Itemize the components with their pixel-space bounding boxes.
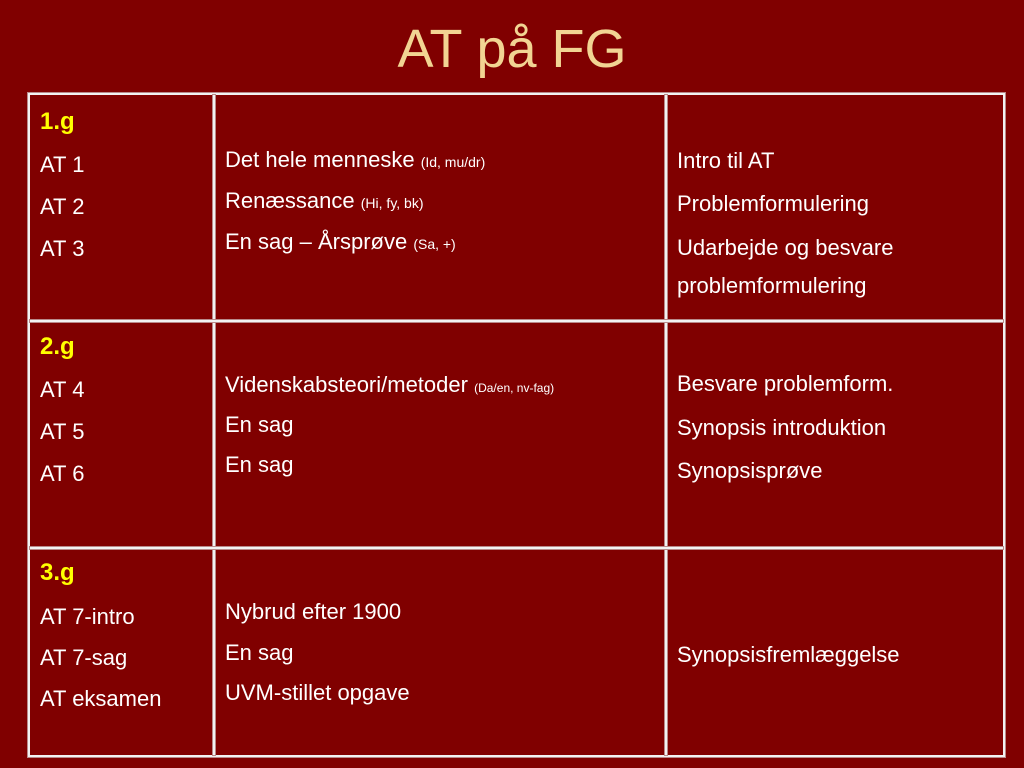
theme-text: En sag (225, 640, 294, 665)
theme-text: UVM-stillet opgave (225, 680, 410, 705)
theme-line (225, 641, 294, 665)
theme-line (225, 413, 294, 437)
module-label: AT 4 (40, 377, 85, 402)
theme-text: Videnskabsteori/metoder (225, 372, 468, 397)
slide-title: AT på FG (397, 19, 627, 79)
theme-line (225, 230, 456, 256)
table-cell-year (30, 322, 213, 547)
theme-line (225, 600, 401, 624)
theme-line (225, 189, 424, 215)
theme-text: En sag – Årsprøve (225, 229, 408, 254)
theme-text: Det hele menneske (225, 147, 415, 172)
theme-subjects: (Sa, +) (413, 236, 456, 252)
table-cell-focus (667, 322, 1003, 547)
year-heading: 1.g (40, 108, 75, 135)
focus-item: Problemformulering (677, 191, 869, 216)
module-label: AT eksamen (40, 686, 162, 711)
focus-item: problemformulering (677, 273, 867, 298)
module-label: AT 3 (40, 236, 85, 261)
focus-item: Synopsis introduktion (677, 415, 887, 440)
module-label: AT 1 (40, 152, 85, 177)
table-cell-theme (215, 549, 665, 755)
theme-subjects: (Id, mu/dr) (420, 154, 486, 170)
theme-text: Nybrud efter 1900 (225, 599, 402, 624)
year-heading: 3.g (40, 559, 75, 586)
theme-text: En sag (225, 412, 294, 437)
table-cell-year (30, 549, 213, 755)
module-label: AT 2 (40, 194, 85, 219)
table-cell-theme (215, 322, 665, 547)
schedule-table (28, 93, 1005, 757)
theme-line (225, 373, 554, 400)
module-label: AT 7-sag (40, 645, 128, 670)
theme-text: Renæssance (225, 188, 355, 213)
module-label: AT 5 (40, 419, 85, 444)
table-cell-focus (667, 95, 1003, 320)
module-label: AT 6 (40, 461, 85, 486)
theme-subjects: (Da/en, nv-fag) (474, 381, 555, 395)
theme-subjects: (Hi, fy, bk) (360, 195, 424, 211)
table-cell-year (30, 95, 213, 320)
theme-line (225, 681, 410, 705)
focus-item: Besvare problemform. (677, 371, 894, 396)
focus-item: Synopsisprøve (677, 458, 823, 483)
theme-line (225, 453, 294, 477)
table-cell-focus (667, 549, 1003, 755)
module-label: AT 7-intro (40, 604, 135, 629)
focus-item: Synopsisfremlæggelse (677, 642, 900, 667)
theme-text: En sag (225, 452, 294, 477)
theme-line (225, 148, 485, 174)
focus-item: Intro til AT (677, 148, 775, 173)
focus-item: Udarbejde og besvare (677, 235, 894, 260)
year-heading: 2.g (40, 333, 75, 360)
table-cell-theme (215, 95, 665, 320)
